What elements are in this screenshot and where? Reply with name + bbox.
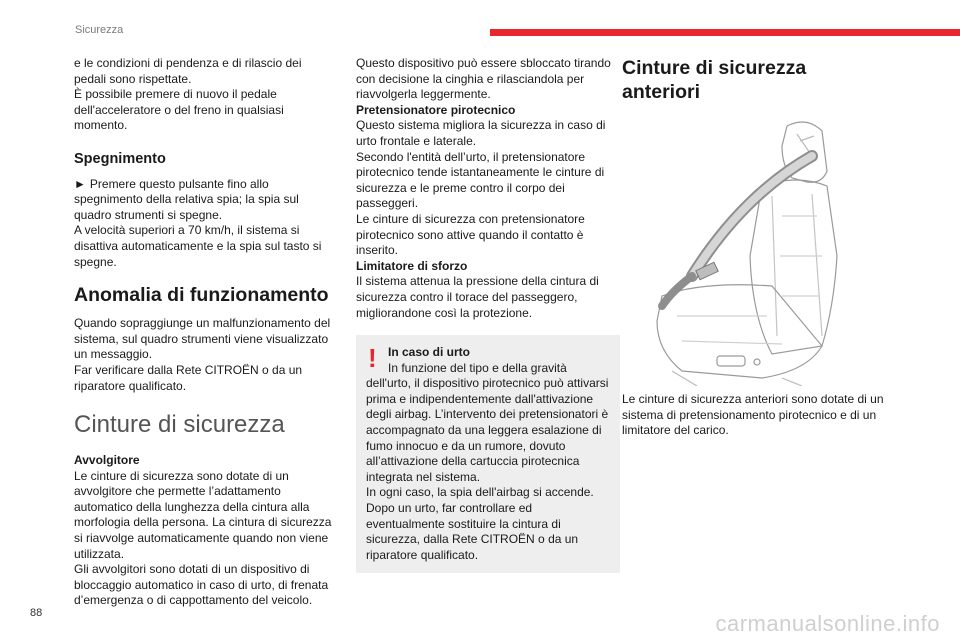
warning-paragraph: dell'urto, il dispositivo pirotecnico può attivarsi prima e indipendentemente dall'attivazione degli airbag. L’intervento dei pretensionatori è accompagnato da una leggera esalazione di fumo innocuo e da un rumore, dovuto all’attivazione della cartuccia pirotecnica integrata nel sistema. — [366, 376, 609, 484]
heading-cinture-anteriori: Cinture di sicurezza anteriori — [622, 57, 807, 103]
warning-title: In caso di urto — [388, 345, 471, 360]
pretensionatore-paragraph: Questo sistema migliora la sicurezza in caso di urto frontale e laterale. — [356, 118, 606, 148]
column-left — [74, 56, 336, 609]
subheading-avvolgitore: Avvolgitore — [74, 453, 140, 468]
seat-belt-caption: Le cinture di sicurezza anteriori sono dotate di un sistema di pretensionamento pirotecnico e di un limitatore del carico. — [622, 392, 884, 438]
seat-belt-illustration — [622, 116, 872, 386]
arrow-icon: ► — [74, 176, 86, 191]
pretensionatore-paragraph-2: Secondo l'entità dell’urto, il pretensionatore pirotecnico tende istantaneamente le cinture di sicurezza e le preme contro il corpo dei passeggeri. — [356, 149, 605, 211]
warning-first-line: In funzione del tipo e della gravità — [388, 360, 567, 375]
unlock-paragraph: Questo dispositivo può essere sbloccato tirando con decisione la cinghia e rilasciandola per riavvolgerla leggermente. — [356, 56, 611, 102]
warning-paragraph-2: In ogni caso, la spia dell'airbag si accende. — [366, 485, 594, 500]
anomalia-paragraph-2: Far verificare dalla Rete CITROËN o da un riparatore qualificato. — [74, 362, 303, 393]
avvolgitore-paragraph-2: Gli avvolgitori sono dotati di un dispositivo di bloccaggio automatico in caso di urto, di frenata d’emergenza o di cappottamento del veicolo. — [74, 562, 329, 608]
warning-icon: ! — [368, 343, 377, 374]
avvolgitore-paragraph: Le cinture di sicurezza sono dotate di un avvolgitore che permette l’adattamento automatico della lunghezza della cintura alla morfologia della persona. La cintura di sicurezza si riavvolge automaticamente quando non viene utilizzata. — [74, 468, 332, 561]
intro-paragraph-2: È possibile premere di nuovo il pedale dell'acceleratore o del freno in qualsiasi momento. — [74, 87, 284, 133]
section-accent-bar — [490, 29, 960, 36]
limitatore-paragraph: Il sistema attenua la pressione della cintura di sicurezza contro il torace del passeggero, migliorandone così la protezione. — [356, 274, 599, 320]
subheading-pretensionatore: Pretensionatore pirotecnico — [356, 102, 516, 117]
subheading-limitatore: Limitatore di sforzo — [356, 258, 468, 273]
heading-anomalia: Anomalia di funzionamento — [74, 284, 329, 307]
column-right — [622, 56, 892, 439]
anomalia-paragraph: Quando sopraggiunge un malfunzionamento del sistema, sul quadro strumenti viene visualizzato un messaggio. — [74, 316, 331, 362]
page-number: 88 — [30, 607, 43, 619]
heading-cinture: Cinture di sicurezza — [74, 411, 285, 439]
spegnimento-step-text: Premere questo pulsante fino allo spegnimento della relativa spia; la spia sul quadro strumenti si spegne. — [74, 176, 299, 222]
watermark: carmanualsonline.info — [715, 611, 940, 636]
warning-paragraph-3: Dopo un urto, far controllare ed eventualmente sostituire la cintura di sicurezza, dalla Rete CITROËN o da un riparatore qualificato. — [366, 501, 579, 562]
heading-spegnimento: Spegnimento — [74, 150, 166, 167]
column-middle — [356, 56, 620, 573]
warning-box — [356, 335, 620, 573]
intro-paragraph: e le condizioni di pendenza e di rilascio dei pedali sono rispettate. — [74, 56, 302, 86]
section-label: Sicurezza — [75, 24, 124, 36]
spegnimento-note: A velocità superiori a 70 km/h, il sistema si disattiva automaticamente e la spia sul tasto si spegne. — [74, 223, 322, 269]
spegnimento-step — [74, 177, 336, 224]
pretensionatore-paragraph-3: Le cinture di sicurezza con pretensionatore pirotecnico sono attive quando il contatto è inserito. — [356, 211, 585, 258]
